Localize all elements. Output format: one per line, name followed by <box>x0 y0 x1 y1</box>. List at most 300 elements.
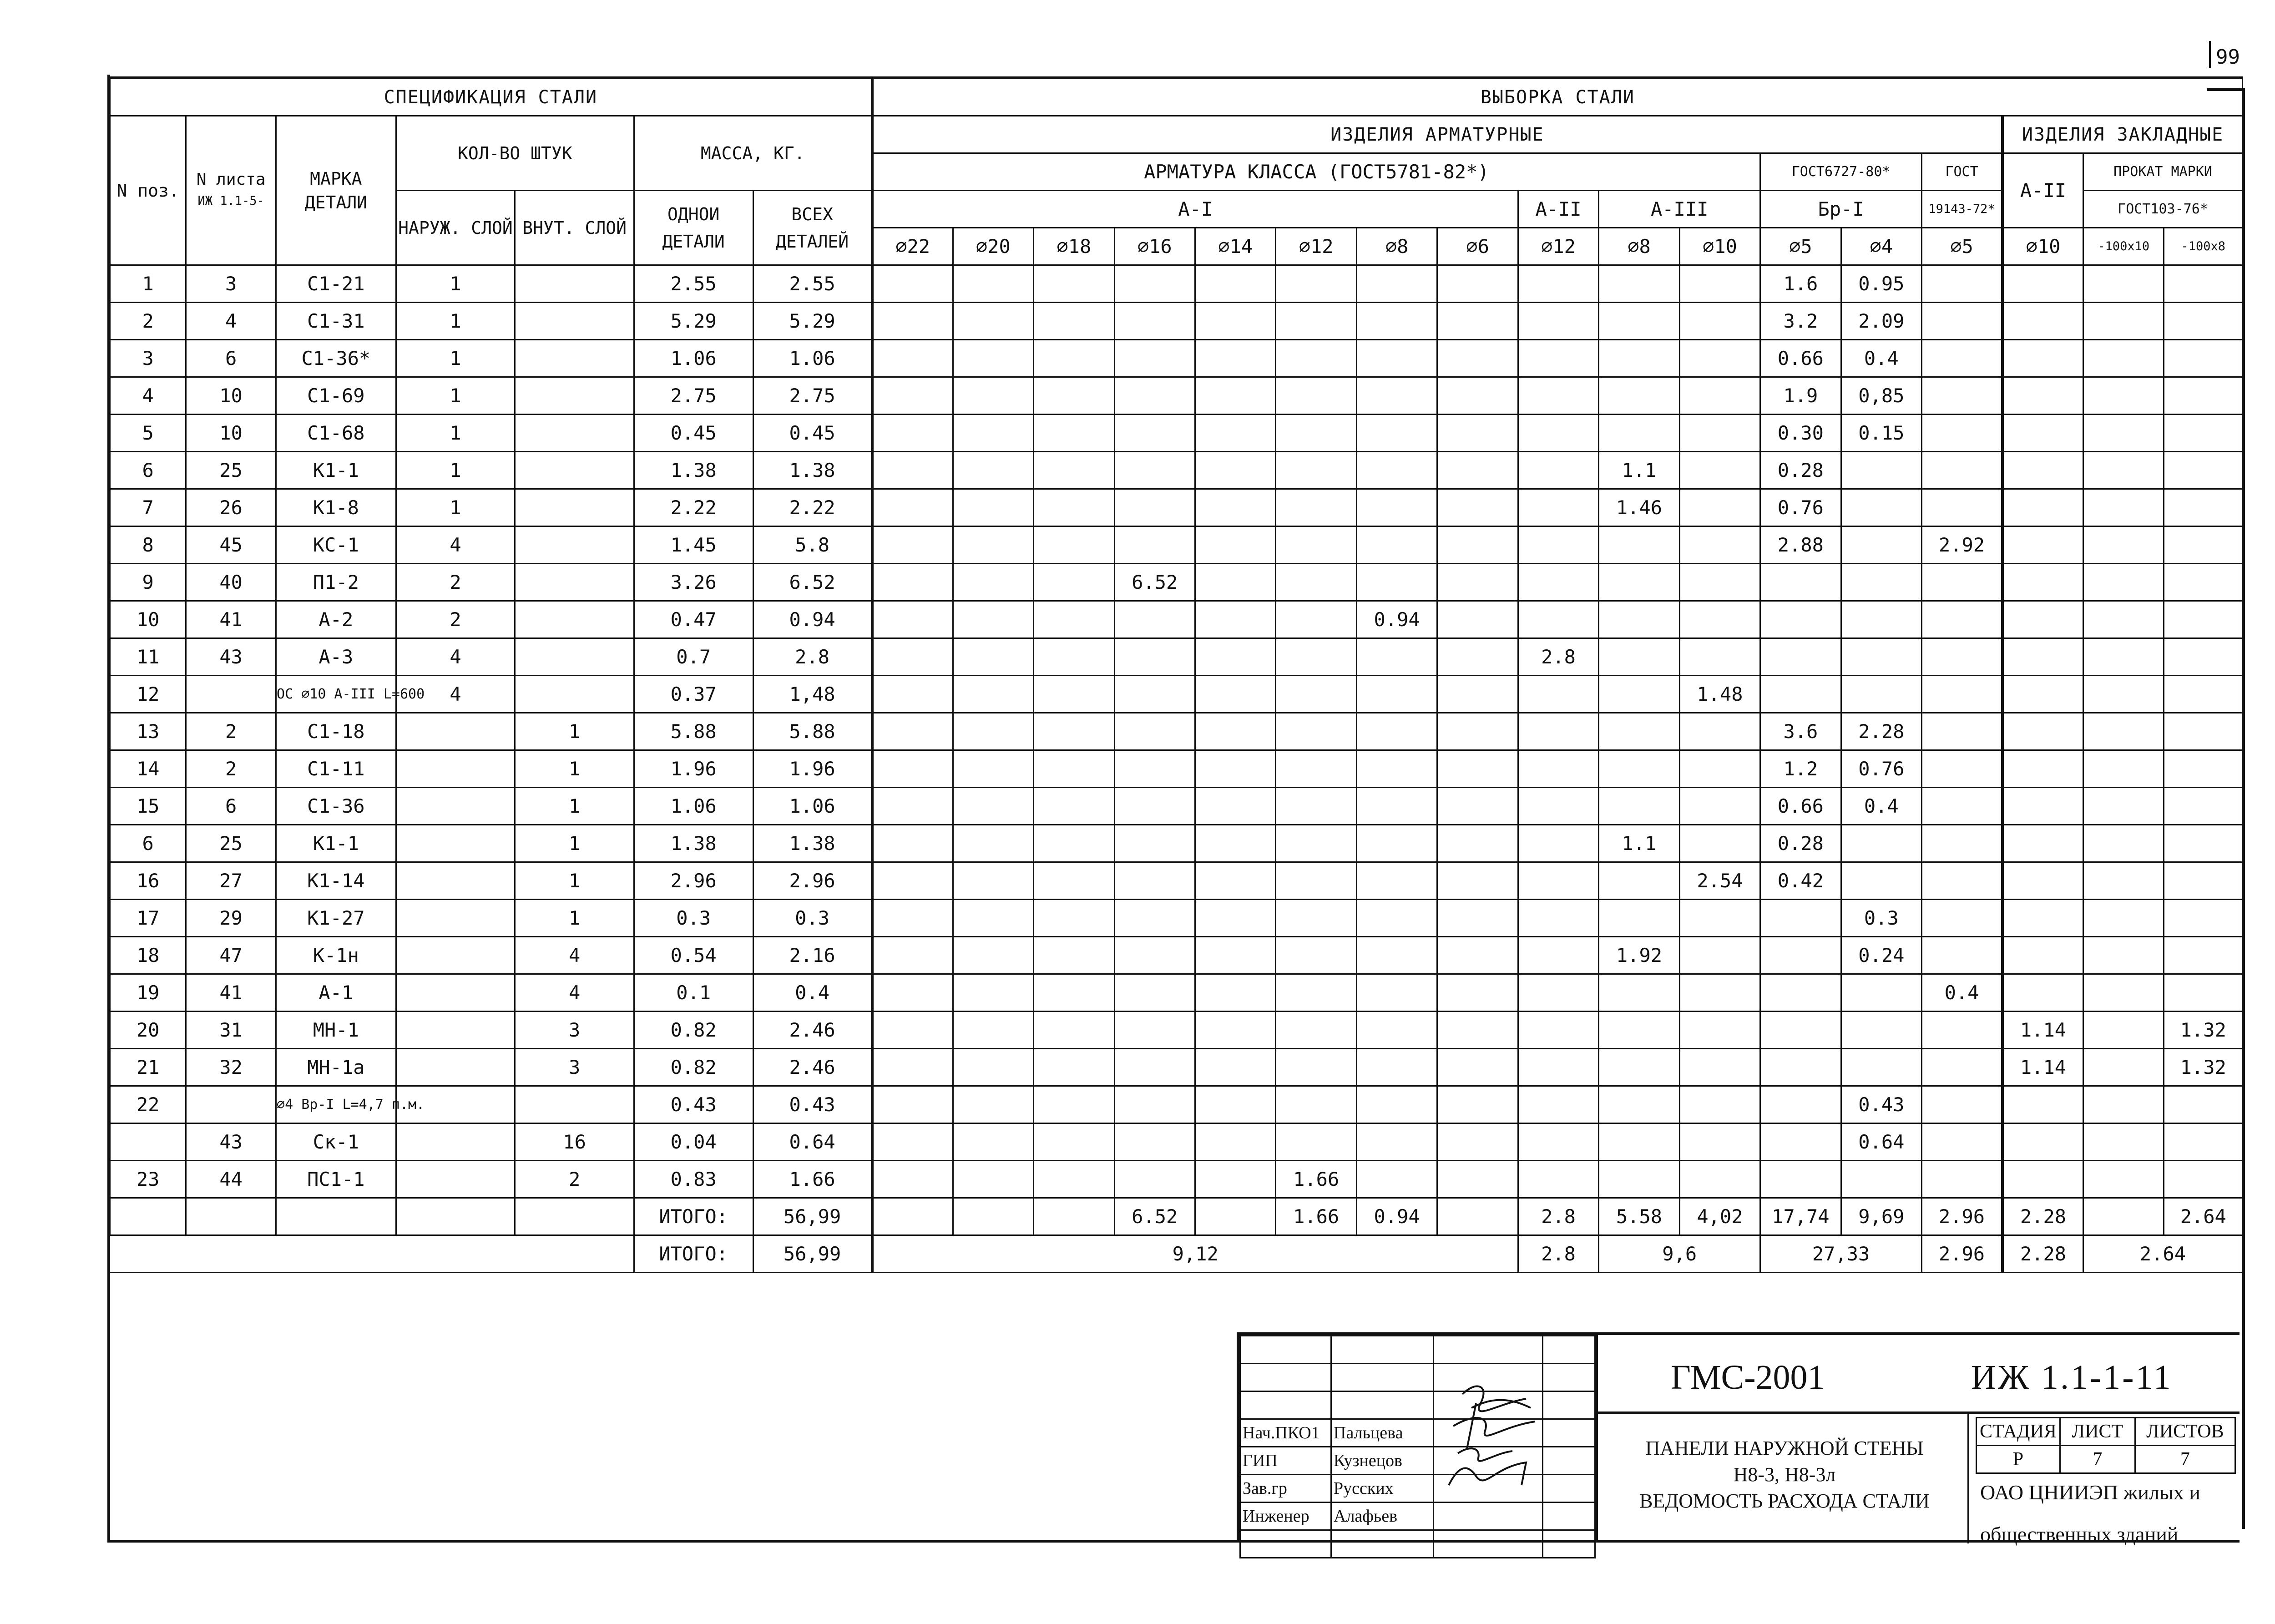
cell-sample <box>872 415 953 452</box>
cell-all: 0.43 <box>753 1086 872 1123</box>
cell-sample <box>2083 452 2164 489</box>
cell-sample <box>1195 564 1275 601</box>
cell-sample <box>1114 489 1195 526</box>
cell-sample <box>1276 937 1356 974</box>
cell-sample <box>1922 564 2002 601</box>
cell-sample: 1.32 <box>2164 1012 2243 1049</box>
cell-sample <box>1356 1086 1437 1123</box>
cell-pos: 12 <box>110 676 186 713</box>
cell-sample <box>1437 415 1518 452</box>
cell-sample <box>1034 303 1114 340</box>
cell-all: 2.22 <box>753 489 872 526</box>
cell-sample: 0.66 <box>1760 340 1841 377</box>
cell-mark: С1-68 <box>276 415 396 452</box>
cell-sample: 1.14 <box>2002 1049 2083 1086</box>
cell-sample <box>1437 862 1518 900</box>
cell-sample <box>2002 788 2083 825</box>
cell-sample <box>1034 825 1114 862</box>
cell-sample <box>1679 974 1760 1012</box>
totals-row <box>110 1198 2243 1235</box>
cell-sample <box>2164 1161 2243 1198</box>
cell-sheet: 47 <box>186 937 276 974</box>
cell-sample <box>1760 1049 1841 1086</box>
cell-sample <box>1195 1161 1275 1198</box>
cell-all: 1.38 <box>753 825 872 862</box>
cell-sheet: 41 <box>186 601 276 638</box>
table-row <box>110 1086 2243 1123</box>
cell-sample <box>872 564 953 601</box>
cell-sample <box>1356 788 1437 825</box>
cell-sample: 0.4 <box>1922 974 2002 1012</box>
cell-sample <box>1599 900 1679 937</box>
cell-sample <box>1518 489 1598 526</box>
table-row <box>110 974 2243 1012</box>
cell-sample <box>1922 638 2002 676</box>
table-row <box>110 601 2243 638</box>
cell-inner <box>515 1086 634 1123</box>
cell-sheet <box>186 1086 276 1123</box>
cell-sample <box>1760 900 1841 937</box>
title-block <box>1237 1332 2240 1546</box>
cell-sample: 0.15 <box>1841 415 1921 452</box>
cell-mark: С1-69 <box>276 377 396 415</box>
cell-sample <box>1034 1012 1114 1049</box>
cell-sample: 2.8 <box>1518 638 1598 676</box>
cell-all: 0.64 <box>753 1123 872 1161</box>
cell-sample <box>1195 377 1275 415</box>
cell-sample <box>1356 265 1437 303</box>
cell-all: 2.46 <box>753 1012 872 1049</box>
cell-mark: А-1 <box>276 974 396 1012</box>
cell-inner <box>515 638 634 676</box>
cell-sheet: 6 <box>186 788 276 825</box>
cell-sample <box>1114 1049 1195 1086</box>
cell-inner <box>515 377 634 415</box>
cell-sample <box>872 377 953 415</box>
sample-title: ВЫБОРКА СТАЛИ <box>872 78 2243 116</box>
cell-sample: 1.66 <box>1276 1161 1356 1198</box>
cell-outer <box>396 1161 515 1198</box>
cell-sample <box>1599 1012 1679 1049</box>
embedded-products-header: ИЗДЕЛИЯ ЗАКЛАДНЫЕ <box>2002 116 2242 153</box>
table-row <box>110 1123 2243 1161</box>
cell-one: 0.43 <box>634 1086 753 1123</box>
cell-sample <box>1034 489 1114 526</box>
cell-inner: 1 <box>515 713 634 750</box>
cell-sample <box>872 1086 953 1123</box>
cell-sample <box>1356 1049 1437 1086</box>
cell-sample: 0.3 <box>1841 900 1921 937</box>
cell-sample <box>1599 340 1679 377</box>
cell-sample <box>872 1012 953 1049</box>
cell-inner <box>515 601 634 638</box>
cell-all: 1.06 <box>753 788 872 825</box>
cell-sample <box>1922 1161 2002 1198</box>
cell-sample: 0.76 <box>1760 489 1841 526</box>
cell-sample <box>2002 974 2083 1012</box>
cell-sample <box>1034 676 1114 713</box>
cell-sample <box>2002 303 2083 340</box>
total-a2: 2.8 <box>1518 1235 1598 1273</box>
cell-inner <box>515 489 634 526</box>
cell-sample <box>2164 788 2243 825</box>
cell-sample <box>1599 1161 1679 1198</box>
cell-mark: К1-8 <box>276 489 396 526</box>
cell-sample <box>2002 1123 2083 1161</box>
cell-sample <box>1841 974 1921 1012</box>
cell-sample <box>1760 1086 1841 1123</box>
cell-mark: С1-36 <box>276 788 396 825</box>
cell-sample <box>1276 303 1356 340</box>
cell-mark: МН-1 <box>276 1012 396 1049</box>
cell-sample <box>1276 1123 1356 1161</box>
cell-sample <box>872 974 953 1012</box>
cell-sample <box>1437 1012 1518 1049</box>
cell-sample <box>1356 1161 1437 1198</box>
cell-sample <box>1114 1012 1195 1049</box>
cell-all: 2.75 <box>753 377 872 415</box>
cell-sample <box>1599 564 1679 601</box>
cell-outer: 4 <box>396 526 515 564</box>
cell-sheet: 6 <box>186 340 276 377</box>
title-line-1: Н8-3, Н8-3л <box>1733 1463 1836 1486</box>
page-number: 99 <box>2216 46 2240 69</box>
cell-pos: 4 <box>110 377 186 415</box>
cell-sample <box>2002 564 2083 601</box>
cell-sheet: 29 <box>186 900 276 937</box>
cell-sample <box>1518 900 1598 937</box>
cell-sample <box>1518 1012 1598 1049</box>
cell-sample <box>1276 564 1356 601</box>
total-sample <box>872 1198 953 1235</box>
cell-sample: 1.1 <box>1599 452 1679 489</box>
cell-sample <box>1518 303 1598 340</box>
cell-sample <box>1356 489 1437 526</box>
cell-sample: 3.2 <box>1760 303 1841 340</box>
a2-header: А-II <box>1518 191 1598 228</box>
cell-sample <box>872 900 953 937</box>
cell-outer: 1 <box>396 377 515 415</box>
cell-sample <box>1922 303 2002 340</box>
cell-sheet: 31 <box>186 1012 276 1049</box>
cell-sample <box>1195 676 1275 713</box>
cell-sample <box>1276 377 1356 415</box>
cell-sample <box>2083 265 2164 303</box>
cell-sample <box>2002 526 2083 564</box>
cell-sample <box>1518 452 1598 489</box>
cell-sample <box>2083 1049 2164 1086</box>
cell-mark: С1-31 <box>276 303 396 340</box>
cell-all: 5.29 <box>753 303 872 340</box>
cell-inner: 3 <box>515 1012 634 1049</box>
cell-sample <box>1356 1012 1437 1049</box>
cell-sheet: 3 <box>186 265 276 303</box>
cell-mark: К1-27 <box>276 900 396 937</box>
cell-one: 3.26 <box>634 564 753 601</box>
table-row <box>110 676 2243 713</box>
cell-sample <box>1356 825 1437 862</box>
cell-sample <box>2164 638 2243 676</box>
cell-sample <box>1356 452 1437 489</box>
cell-outer <box>396 937 515 974</box>
cell-sample <box>1760 1123 1841 1161</box>
cell-sample: 1.1 <box>1599 825 1679 862</box>
cell-one: 0.37 <box>634 676 753 713</box>
cell-sample <box>1195 1049 1275 1086</box>
total-gost: 2.96 <box>1922 1235 2002 1273</box>
cell-one: 1.96 <box>634 750 753 788</box>
cell-sample <box>1841 1049 1921 1086</box>
cell-sample <box>1679 601 1760 638</box>
diameter-header: ⌀6 <box>1437 228 1518 265</box>
cell-sample <box>1518 862 1598 900</box>
cell-mark: П1-2 <box>276 564 396 601</box>
cell-sample <box>1034 452 1114 489</box>
cell-sample <box>1760 937 1841 974</box>
cell-sample <box>2083 900 2164 937</box>
cell-sample <box>2164 937 2243 974</box>
cell-sample <box>2164 862 2243 900</box>
cell-sample: 0.76 <box>1841 750 1921 788</box>
cell-pos: 20 <box>110 1012 186 1049</box>
cell-pos: 18 <box>110 937 186 974</box>
cell-sample <box>1841 489 1921 526</box>
cell-sample <box>1034 937 1114 974</box>
cell-sample <box>872 303 953 340</box>
cell-sample: 0.28 <box>1760 452 1841 489</box>
cell-all: 2.55 <box>753 265 872 303</box>
cell-sample <box>1034 377 1114 415</box>
cell-sample <box>1679 1086 1760 1123</box>
cell-mark: ОС ⌀10 А-III L=600 <box>276 676 396 713</box>
cell-one: 1.38 <box>634 825 753 862</box>
cell-all: 0.3 <box>753 900 872 937</box>
cell-inner: 3 <box>515 1049 634 1086</box>
cell-sample <box>953 937 1033 974</box>
cell-sample <box>1034 526 1114 564</box>
cell-sample <box>2164 564 2243 601</box>
cell-sample <box>872 937 953 974</box>
cell-sample <box>1276 825 1356 862</box>
cell-sample <box>1114 676 1195 713</box>
cell-sample <box>1922 676 2002 713</box>
cell-sample <box>872 1161 953 1198</box>
cell-outer: 1 <box>396 340 515 377</box>
table-row <box>110 638 2243 676</box>
diameter-header: -100x8 <box>2164 228 2243 265</box>
cell-sheet: 45 <box>186 526 276 564</box>
cell-sample <box>1437 452 1518 489</box>
cell-pos: 6 <box>110 452 186 489</box>
cell-inner: 4 <box>515 937 634 974</box>
cell-sample <box>1679 1161 1760 1198</box>
cell-outer: 4 <box>396 638 515 676</box>
cell-sample <box>1356 1123 1437 1161</box>
cell-sheet: 43 <box>186 1123 276 1161</box>
cell-sample <box>1034 900 1114 937</box>
cell-pos: 5 <box>110 415 186 452</box>
cell-sample <box>953 526 1033 564</box>
cell-sheet: 2 <box>186 713 276 750</box>
cell-sample <box>2002 1161 2083 1198</box>
cell-sample <box>2002 415 2083 452</box>
cell-inner <box>515 303 634 340</box>
grand-totals-label: ИТОГО: <box>634 1235 753 1273</box>
cell-sample <box>1599 526 1679 564</box>
cell-sample <box>1356 676 1437 713</box>
cell-one: 0.3 <box>634 900 753 937</box>
cell-outer: 1 <box>396 265 515 303</box>
cell-sample <box>953 340 1033 377</box>
cell-sample: 0.64 <box>1841 1123 1921 1161</box>
table-row <box>110 265 2243 303</box>
total-sample <box>953 1198 1033 1235</box>
cell-sample <box>1034 340 1114 377</box>
cell-mark: С1-18 <box>276 713 396 750</box>
a3-header: А-III <box>1599 191 1760 228</box>
cell-sample <box>953 415 1033 452</box>
cell-pos: 17 <box>110 900 186 937</box>
total-a3: 9,6 <box>1599 1235 1760 1273</box>
cell-sample <box>953 676 1033 713</box>
cell-mark: ПС1-1 <box>276 1161 396 1198</box>
cell-sample <box>872 601 953 638</box>
cell-sample <box>1760 564 1841 601</box>
cell-sample <box>1841 676 1921 713</box>
cell-all: 2.96 <box>753 862 872 900</box>
cell-sample <box>1599 377 1679 415</box>
cell-sample <box>1518 1049 1598 1086</box>
cell-sample <box>1195 415 1275 452</box>
cell-mark: Ск-1 <box>276 1123 396 1161</box>
cell-sample <box>2083 1012 2164 1049</box>
diameter-header: ⌀5 <box>1760 228 1841 265</box>
cell-sample <box>1437 638 1518 676</box>
cell-sheet: 2 <box>186 750 276 788</box>
cell-sample <box>2002 265 2083 303</box>
cell-sample <box>2164 750 2243 788</box>
cell-sample <box>1034 974 1114 1012</box>
cell-sample <box>1599 862 1679 900</box>
cell-sample <box>872 825 953 862</box>
table-row <box>110 900 2243 937</box>
cell-sample <box>1922 415 2002 452</box>
cell-one: 0.04 <box>634 1123 753 1161</box>
cell-sample <box>1437 788 1518 825</box>
org-line-1: общественных зданий <box>1980 1523 2179 1546</box>
cell-sample <box>1114 415 1195 452</box>
cell-sample <box>872 452 953 489</box>
cell-sample <box>1518 1123 1598 1161</box>
cell-sheet: 26 <box>186 489 276 526</box>
col-pos-header: N поз. <box>110 116 186 265</box>
organization <box>1980 1472 2235 1555</box>
cell-sample <box>953 788 1033 825</box>
cell-sample <box>1760 1012 1841 1049</box>
cell-outer: 4 <box>396 676 515 713</box>
cell-outer <box>396 900 515 937</box>
cell-sample <box>1195 526 1275 564</box>
cell-sample <box>2083 526 2164 564</box>
cell-sample <box>1922 377 2002 415</box>
cell-sample <box>872 750 953 788</box>
cell-sheet: 4 <box>186 303 276 340</box>
cell-sample <box>1195 601 1275 638</box>
cell-sample <box>1034 1161 1114 1198</box>
sheets-value: 7 <box>2135 1446 2235 1473</box>
cell-sample <box>953 900 1033 937</box>
cell-sample <box>1437 1086 1518 1123</box>
cell-sample <box>2083 303 2164 340</box>
cell-sample <box>1195 303 1275 340</box>
cell-sample <box>953 377 1033 415</box>
cell-sample <box>2002 638 2083 676</box>
cell-sample <box>2083 937 2164 974</box>
table-row <box>110 937 2243 974</box>
cell-sample <box>1114 1123 1195 1161</box>
cell-sample <box>872 265 953 303</box>
diameter-header: ⌀18 <box>1034 228 1114 265</box>
table-body <box>110 265 2243 1198</box>
cell-sample <box>2164 900 2243 937</box>
table-row <box>110 415 2243 452</box>
cell-sample <box>1356 862 1437 900</box>
table-row <box>110 1161 2243 1198</box>
cell-sample: 0.42 <box>1760 862 1841 900</box>
cell-one: 0.54 <box>634 937 753 974</box>
cell-sample: 2.92 <box>1922 526 2002 564</box>
cell-sample <box>2083 638 2164 676</box>
cell-sample <box>1437 377 1518 415</box>
table-row <box>110 303 2243 340</box>
cell-sample: 1.92 <box>1599 937 1679 974</box>
cell-sample <box>2002 601 2083 638</box>
cell-one: 0.83 <box>634 1161 753 1198</box>
cell-sample <box>2083 750 2164 788</box>
cell-sample <box>1114 862 1195 900</box>
cell-one: 2.75 <box>634 377 753 415</box>
cell-sheet: 44 <box>186 1161 276 1198</box>
spec-title: СПЕЦИФИКАЦИЯ СТАЛИ <box>110 78 872 116</box>
cell-all: 2.46 <box>753 1049 872 1086</box>
cell-sample <box>2083 862 2164 900</box>
table-row <box>110 1012 2243 1049</box>
cell-sample <box>1356 750 1437 788</box>
cell-sample <box>1437 526 1518 564</box>
cell-sample <box>1760 676 1841 713</box>
cell-sample <box>2083 377 2164 415</box>
cell-mark: К1-1 <box>276 825 396 862</box>
diameter-header: ⌀12 <box>1518 228 1598 265</box>
cell-sample <box>953 452 1033 489</box>
cell-sample <box>1356 564 1437 601</box>
total-sample <box>2083 1198 2164 1235</box>
gost-header: ГОСТ <box>1922 153 2002 191</box>
cell-sample <box>1518 377 1598 415</box>
total-sample: 1.66 <box>1276 1198 1356 1235</box>
cell-outer <box>396 862 515 900</box>
cell-all: 2.8 <box>753 638 872 676</box>
cell-sample <box>953 1049 1033 1086</box>
cell-sample <box>1599 415 1679 452</box>
cell-sample <box>1437 713 1518 750</box>
cell-sample <box>1114 1086 1195 1123</box>
table-row <box>110 1049 2243 1086</box>
cell-sample <box>1599 1086 1679 1123</box>
cell-sample <box>872 1123 953 1161</box>
cell-sample: 0.94 <box>1356 601 1437 638</box>
cell-sample <box>1437 825 1518 862</box>
